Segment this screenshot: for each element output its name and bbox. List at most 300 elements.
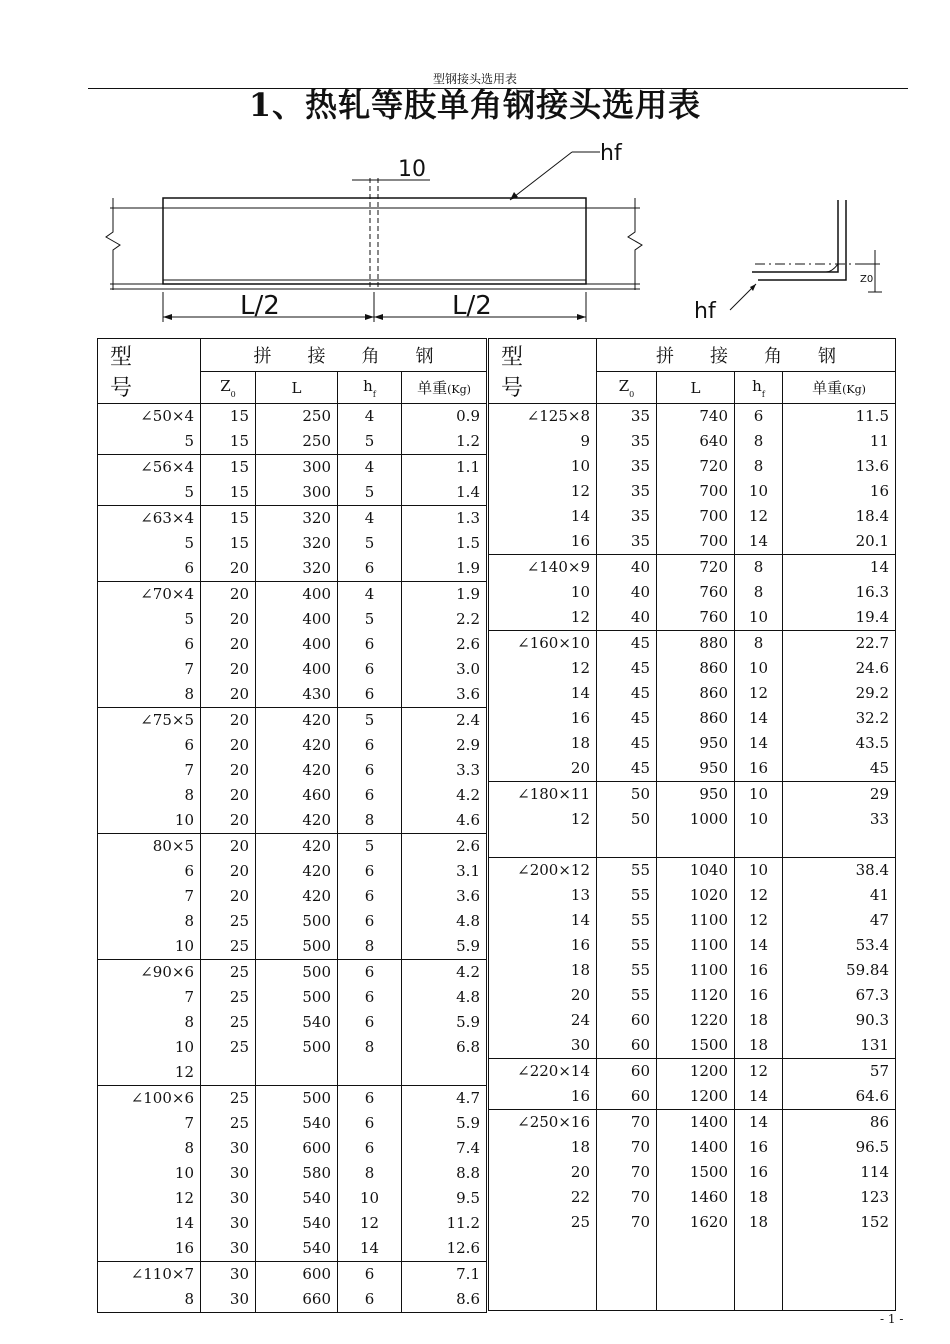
z0-cell: 45 [597,631,657,657]
model-cell: 6 [98,733,201,758]
model-cell: 12 [489,656,597,681]
z0-cell: 20 [201,884,256,909]
weld-cell: 16 [735,1135,783,1160]
length-cell: 500 [256,1035,338,1060]
weight-cell: 86 [783,1110,896,1136]
weight-cell [402,1060,487,1086]
length-cell: 500 [256,909,338,934]
length-cell: 660 [256,1287,338,1313]
model-cell: 6 [98,859,201,884]
z0-cell: 70 [597,1160,657,1185]
weld-cell: 6 [338,1287,402,1313]
z0-cell: 45 [597,656,657,681]
weight-cell: 7.4 [402,1136,487,1161]
length-cell: 720 [657,454,735,479]
length-cell: 1400 [657,1135,735,1160]
table-row [98,909,487,934]
model-cell: 7 [98,985,201,1010]
length-cell: 860 [657,706,735,731]
length-cell: 740 [657,404,735,430]
table-row [98,758,487,783]
z0-cell: 25 [201,934,256,960]
table-row [489,706,896,731]
z0-cell [597,832,657,858]
length-cell: 1500 [657,1160,735,1185]
table-row [489,1285,896,1311]
length-cell: 1200 [657,1059,735,1085]
length-cell: 430 [256,682,338,708]
table-row [489,1235,896,1260]
weight-cell [783,832,896,858]
table-row [489,1135,896,1160]
table-row [98,708,487,734]
model-header: 型 号 [98,339,201,404]
weld-cell: 12 [735,504,783,529]
length-cell [657,832,735,858]
table-row [489,832,896,858]
right-joint-table [488,338,896,1311]
z0-cell: 30 [201,1287,256,1313]
weld-cell: 10 [735,858,783,884]
z0-cell [597,1260,657,1285]
table-row [98,1111,487,1136]
model-cell: ∠200×12 [489,858,597,884]
z0-cell: 25 [201,1086,256,1112]
z0-cell: 45 [597,706,657,731]
model-cell: ∠75×5 [98,708,201,734]
weight-header: 单重(Kg) [402,372,487,404]
weight-cell: 3.1 [402,859,487,884]
weld-cell: 6 [338,1262,402,1288]
table-row [489,555,896,581]
weight-cell: 1.4 [402,480,487,506]
z0-cell: 35 [597,404,657,430]
length-cell: 1000 [657,807,735,832]
length-cell: 320 [256,506,338,532]
model-cell: ∠70×4 [98,582,201,608]
weight-cell: 2.6 [402,834,487,860]
length-cell: 1100 [657,908,735,933]
weld-cell: 6 [338,556,402,582]
z0-cell: 25 [201,1111,256,1136]
model-cell: 6 [98,632,201,657]
weld-cell: 5 [338,607,402,632]
z0-cell: 45 [597,681,657,706]
length-header: L [657,372,735,404]
table-row [98,934,487,960]
weld-cell [735,1285,783,1311]
model-cell: 6 [98,556,201,582]
z0-cell: 30 [201,1186,256,1211]
table-row [98,480,487,506]
length-cell: 400 [256,657,338,682]
model-cell: 10 [489,580,597,605]
weight-cell: 1.3 [402,506,487,532]
weight-cell: 9.5 [402,1186,487,1211]
model-cell: 18 [489,1135,597,1160]
model-cell: 12 [98,1060,201,1086]
table-row [98,404,487,430]
z0-cell: 45 [597,731,657,756]
z0-cell: 20 [201,708,256,734]
length-cell: 420 [256,884,338,909]
model-cell: 80×5 [98,834,201,860]
weight-cell: 90.3 [783,1008,896,1033]
z0-cell: 60 [597,1033,657,1059]
length-cell: 700 [657,504,735,529]
length-cell: 500 [256,985,338,1010]
weight-cell: 12.6 [402,1236,487,1262]
weld-cell: 4 [338,455,402,481]
weld-cell: 8 [735,631,783,657]
z0-cell: 20 [201,834,256,860]
weld-cell: 14 [735,1110,783,1136]
z0-cell: 45 [597,756,657,782]
model-cell: 7 [98,758,201,783]
model-cell: 20 [489,1160,597,1185]
length-cell: 1100 [657,933,735,958]
z0-cell: 30 [201,1136,256,1161]
weld-size-label: hf [600,141,622,166]
table-row [98,1262,487,1288]
z0-cell: 15 [201,531,256,556]
z0-cell: 20 [201,657,256,682]
table-row [98,884,487,909]
weld-cell: 16 [735,958,783,983]
z0-cell: 20 [201,733,256,758]
table-row [98,1010,487,1035]
weight-cell: 18.4 [783,504,896,529]
weld-cell: 6 [338,1010,402,1035]
weld-cell: 14 [735,1084,783,1110]
model-cell [489,1260,597,1285]
weld-cell: 18 [735,1033,783,1059]
model-cell [489,1235,597,1260]
length-cell: 460 [256,783,338,808]
model-cell: ∠250×16 [489,1110,597,1136]
table-row [489,529,896,555]
z0-cell: 15 [201,506,256,532]
table-row [98,834,487,860]
weight-cell [783,1235,896,1260]
weld-cell: 4 [338,404,402,430]
weld-cell: 10 [735,656,783,681]
weight-cell: 14 [783,555,896,581]
model-cell: 10 [489,454,597,479]
model-cell: ∠100×6 [98,1086,201,1112]
weight-cell: 0.9 [402,404,487,430]
weld-cell: 12 [735,1059,783,1085]
z0-cell: 15 [201,480,256,506]
length-cell: 700 [657,529,735,555]
model-cell: ∠90×6 [98,960,201,986]
weld-cell: 6 [338,632,402,657]
weight-cell: 5.9 [402,1010,487,1035]
model-cell: 14 [98,1211,201,1236]
weld-cell [735,1235,783,1260]
weld-cell: 12 [338,1211,402,1236]
length-cell: 500 [256,960,338,986]
z0-cell: 20 [201,808,256,834]
model-cell: 12 [98,1186,201,1211]
length-cell: 320 [256,556,338,582]
table-row [489,404,896,430]
weld-cell: 8 [735,580,783,605]
z0-cell: 35 [597,504,657,529]
splice-angle-header: 拼 接 角 钢 [597,339,896,372]
model-cell [489,832,597,858]
weight-cell: 6.8 [402,1035,487,1060]
weight-cell: 32.2 [783,706,896,731]
length-cell: 420 [256,859,338,884]
length-cell: 860 [657,681,735,706]
table-row [98,1161,487,1186]
model-cell: 30 [489,1033,597,1059]
length-header: L [256,372,338,404]
table-row [489,1033,896,1059]
model-cell: ∠125×8 [489,404,597,430]
weight-cell: 4.6 [402,808,487,834]
model-cell: 18 [489,958,597,983]
z0-cell: 40 [597,555,657,581]
length-cell [657,1235,735,1260]
weight-cell: 43.5 [783,731,896,756]
z0-cell: 25 [201,960,256,986]
model-cell: 7 [98,884,201,909]
model-cell: ∠63×4 [98,506,201,532]
weight-cell: 20.1 [783,529,896,555]
length-cell [657,1260,735,1285]
table-row [489,858,896,884]
model-cell: 8 [98,1287,201,1313]
length-cell: 1200 [657,1084,735,1110]
model-cell: ∠56×4 [98,455,201,481]
z0-cell: 20 [201,582,256,608]
model-cell: 25 [489,1210,597,1235]
weight-cell: 64.6 [783,1084,896,1110]
z0-cell: 35 [597,529,657,555]
z0-cell: 50 [597,807,657,832]
weld-cell: 6 [338,657,402,682]
model-cell [489,1285,597,1311]
length-cell: 500 [256,934,338,960]
model-cell: 12 [489,605,597,631]
z0-cell: 70 [597,1210,657,1235]
model-cell: 18 [489,731,597,756]
model-cell: 8 [98,909,201,934]
z0-cell: 20 [201,783,256,808]
weight-cell: 8.8 [402,1161,487,1186]
length-cell: 640 [657,429,735,454]
weld-cell: 6 [338,985,402,1010]
weld-cell: 5 [338,531,402,556]
length-cell: 1020 [657,883,735,908]
length-cell: 950 [657,782,735,808]
page-number: - 1 - [880,1312,904,1326]
weld-cell: 10 [735,782,783,808]
model-cell: ∠180×11 [489,782,597,808]
weld-cell: 4 [338,582,402,608]
weld-cell: 10 [338,1186,402,1211]
length-cell: 1460 [657,1185,735,1210]
z0-cell: 25 [201,985,256,1010]
model-cell: ∠110×7 [98,1262,201,1288]
z0-cell: 50 [597,782,657,808]
model-cell: ∠50×4 [98,404,201,430]
weight-cell: 3.6 [402,884,487,909]
length-cell [256,1060,338,1086]
z0-cell: 35 [597,479,657,504]
table-row [489,454,896,479]
table-row [98,657,487,682]
weld-cell: 6 [338,859,402,884]
gap-dimension-label: 10 [398,157,426,182]
table-row [489,504,896,529]
weld-cell: 16 [735,756,783,782]
page-title: 1、热轧等肢单角钢接头选用表 [248,86,702,124]
weld-cell: 6 [338,1111,402,1136]
model-cell: 7 [98,1111,201,1136]
z0-cell: 55 [597,908,657,933]
weight-cell: 22.7 [783,631,896,657]
table-row [98,1211,487,1236]
z0-cell: 70 [597,1135,657,1160]
length-cell: 700 [657,479,735,504]
table-row [489,1059,896,1085]
weight-cell: 59.84 [783,958,896,983]
model-cell: 9 [489,429,597,454]
weight-cell: 29 [783,782,896,808]
weight-cell: 2.4 [402,708,487,734]
z0-cell: 35 [597,454,657,479]
z0-cell: 30 [201,1211,256,1236]
weight-cell: 2.6 [402,632,487,657]
length-cell: 580 [256,1161,338,1186]
table-row [489,983,896,1008]
weight-cell: 4.2 [402,783,487,808]
weight-cell: 5.9 [402,934,487,960]
model-cell: 5 [98,607,201,632]
weight-cell: 131 [783,1033,896,1059]
z0-cell: 25 [201,909,256,934]
model-cell: 16 [489,933,597,958]
length-cell: 420 [256,758,338,783]
z0-cell: 40 [597,605,657,631]
length-cell: 1220 [657,1008,735,1033]
table-row [489,631,896,657]
weight-cell: 96.5 [783,1135,896,1160]
table-row [489,883,896,908]
weight-cell: 4.2 [402,960,487,986]
table-row [98,607,487,632]
table-row [98,1086,487,1112]
weld-cell: 6 [338,682,402,708]
z0-cell [201,1060,256,1086]
model-cell: 8 [98,1136,201,1161]
weld-cell: 8 [338,808,402,834]
table-row [489,479,896,504]
table-row [489,656,896,681]
z0-cell: 25 [201,1035,256,1060]
weight-cell: 16.3 [783,580,896,605]
weight-header: 单重(Kg) [783,372,896,404]
right-length-label: L/2 [452,291,492,321]
model-cell: ∠160×10 [489,631,597,657]
weight-cell: 3.0 [402,657,487,682]
weight-cell: 41 [783,883,896,908]
weight-cell: 123 [783,1185,896,1210]
z0-header: $Z_0$ [201,372,256,404]
length-cell: 540 [256,1111,338,1136]
z0-cell: 30 [201,1161,256,1186]
weld-cell: 8 [338,934,402,960]
model-cell: 5 [98,480,201,506]
length-cell [657,1285,735,1311]
left-length-label: L/2 [240,291,280,321]
model-cell: 16 [489,529,597,555]
length-cell: 300 [256,455,338,481]
model-cell: 13 [489,883,597,908]
weld-size-label-section: hf [694,299,716,324]
weld-cell: 8 [338,1161,402,1186]
weld-cell: 18 [735,1185,783,1210]
weld-cell: 6 [338,909,402,934]
weight-cell: 4.8 [402,985,487,1010]
table-row [489,605,896,631]
table-row [98,1060,487,1086]
weld-cell: 5 [338,708,402,734]
weight-cell: 47 [783,908,896,933]
z0-cell: 20 [201,556,256,582]
weight-cell: 29.2 [783,681,896,706]
table-row [489,958,896,983]
table-row [98,985,487,1010]
weld-cell: 5 [338,480,402,506]
weld-cell [338,1060,402,1086]
model-cell: 10 [98,934,201,960]
weight-cell: 4.7 [402,1086,487,1112]
length-cell: 540 [256,1236,338,1262]
joint-drawing [0,140,950,330]
z0-cell: 25 [201,1010,256,1035]
length-cell: 950 [657,731,735,756]
z0-cell: 55 [597,983,657,1008]
length-cell: 540 [256,1186,338,1211]
table-row [98,733,487,758]
weld-cell: 6 [338,1086,402,1112]
z0-cell: 30 [201,1236,256,1262]
length-cell: 1120 [657,983,735,1008]
length-cell: 860 [657,656,735,681]
z0-cell: 35 [597,429,657,454]
z0-cell [597,1235,657,1260]
z0-cell: 20 [201,632,256,657]
weld-cell: 14 [735,529,783,555]
weld-cell: 10 [735,605,783,631]
weight-cell: 2.2 [402,607,487,632]
length-cell: 760 [657,605,735,631]
weld-header: $h_f$ [735,372,783,404]
z0-cell: 55 [597,883,657,908]
weld-cell: 8 [735,429,783,454]
z0-cell: 55 [597,858,657,884]
table-row [98,1287,487,1313]
weld-cell: 5 [338,834,402,860]
weight-cell: 2.9 [402,733,487,758]
weld-cell: 6 [338,960,402,986]
table-row [489,1110,896,1136]
length-cell: 420 [256,834,338,860]
